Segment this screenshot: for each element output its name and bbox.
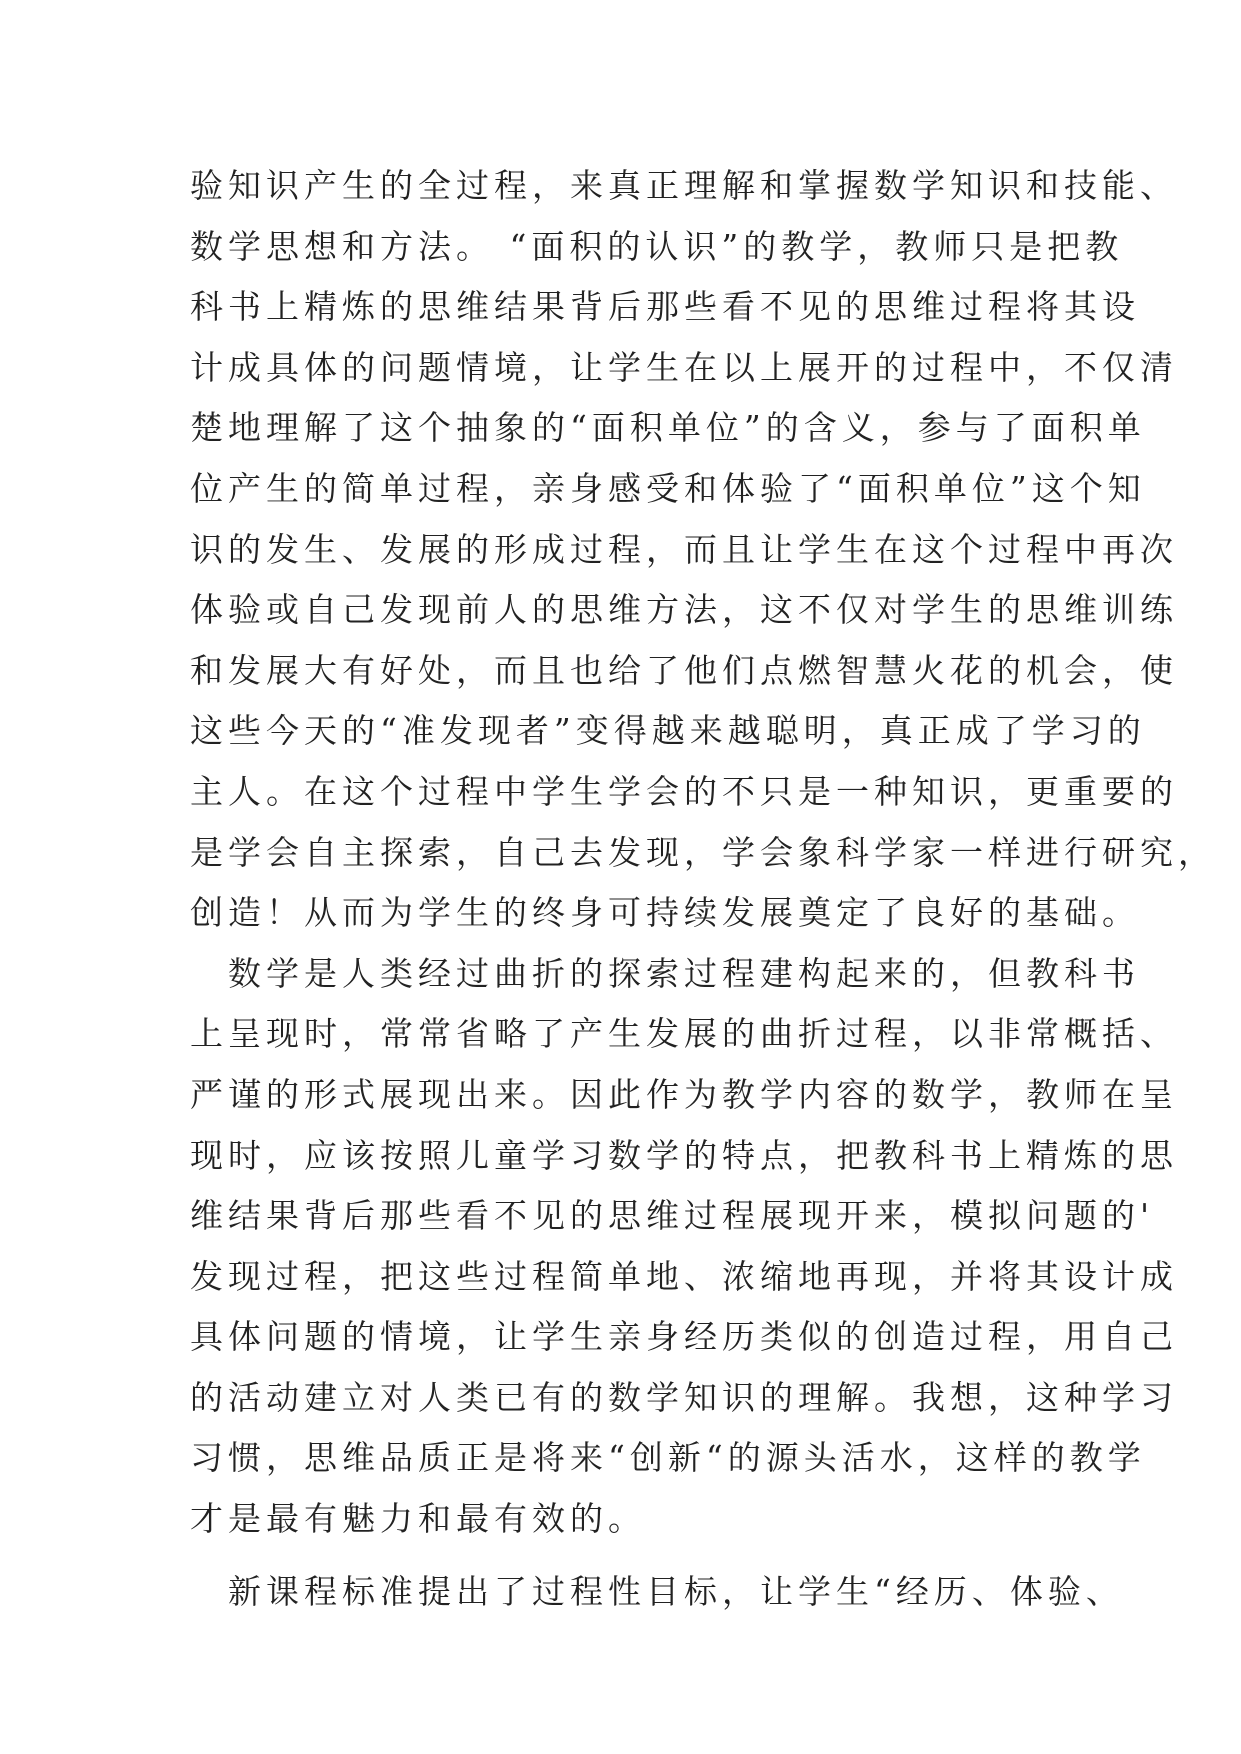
text-line: 体验或自己发现前人的思维方法，这不仅对学生的思维训练	[190, 590, 1178, 630]
text-line: 维结果背后那些看不见的思维过程展现开来，模拟问题的'	[190, 1196, 1155, 1236]
text-line: 现时，应该按照儿童学习数学的特点，把教科书上精炼的思	[190, 1135, 1178, 1175]
text-line: 是学会自主探索，自己去发现，学会象科学家一样进行研究，	[190, 832, 1216, 872]
text-line: 的活动建立对人类已有的数学知识的理解。我想，这种学习	[190, 1377, 1178, 1417]
text-line: 科书上精炼的思维结果背后那些看不见的思维过程将其设	[190, 287, 1140, 327]
text-line: 习惯，思维品质正是将来“创新“的源头活水，这样的教学	[190, 1438, 1146, 1478]
document-body	[190, 156, 1216, 1622]
paragraph-spacer	[190, 1550, 1070, 1562]
text-line: 计成具体的问题情境，让学生在以上展开的过程中，不仅清	[190, 347, 1178, 387]
text-line: 具体问题的情境，让学生亲身经历类似的创造过程，用自己	[190, 1317, 1178, 1357]
text-line: 数学是人类经过曲折的探索过程建构起来的，但教科书	[190, 953, 1140, 993]
paragraph	[190, 1562, 1124, 1623]
text-line: 楚地理解了这个抽象的“面积单位”的含义，参与了面积单	[190, 408, 1146, 448]
text-line: 这些今天的“准发现者”变得越来越聪明，真正成了学习的	[190, 711, 1146, 751]
text-line: 严谨的形式展现出来。因此作为教学内容的数学，教师在呈	[190, 1074, 1178, 1114]
text-line: 和发展大有好处，而且也给了他们点燃智慧火花的机会，使	[190, 650, 1178, 690]
text-line: 验知识产生的全过程，来真正理解和掌握数学知识和技能、	[190, 166, 1178, 205]
text-line: 数学思想和方法。 “面积的认识”的教学，教师只是把教	[190, 226, 1124, 266]
text-line: 发现过程，把这些过程简单地、浓缩地再现，并将其设计成	[190, 1256, 1178, 1296]
text-line: 上呈现时，常常省略了产生发展的曲折过程，以非常概括、	[190, 1014, 1178, 1054]
text-line: 创造！从而为学生的终身可持续发展奠定了良好的基础。	[190, 893, 1140, 933]
text-line: 位产生的简单过程，亲身感受和体验了“面积单位”这个知	[190, 468, 1146, 508]
text-line: 识的发生、发展的形成过程，而且让学生在这个过程中再次	[190, 529, 1178, 569]
text-line: 主人。在这个过程中学生学会的不只是一种知识，更重要的	[190, 771, 1178, 811]
paragraph	[190, 156, 1216, 944]
text-line: 才是最有魅力和最有效的。	[190, 1499, 646, 1539]
paragraph	[190, 944, 1178, 1550]
text-line: 新课程标准提出了过程性目标，让学生“经历、体验、	[190, 1571, 1124, 1611]
